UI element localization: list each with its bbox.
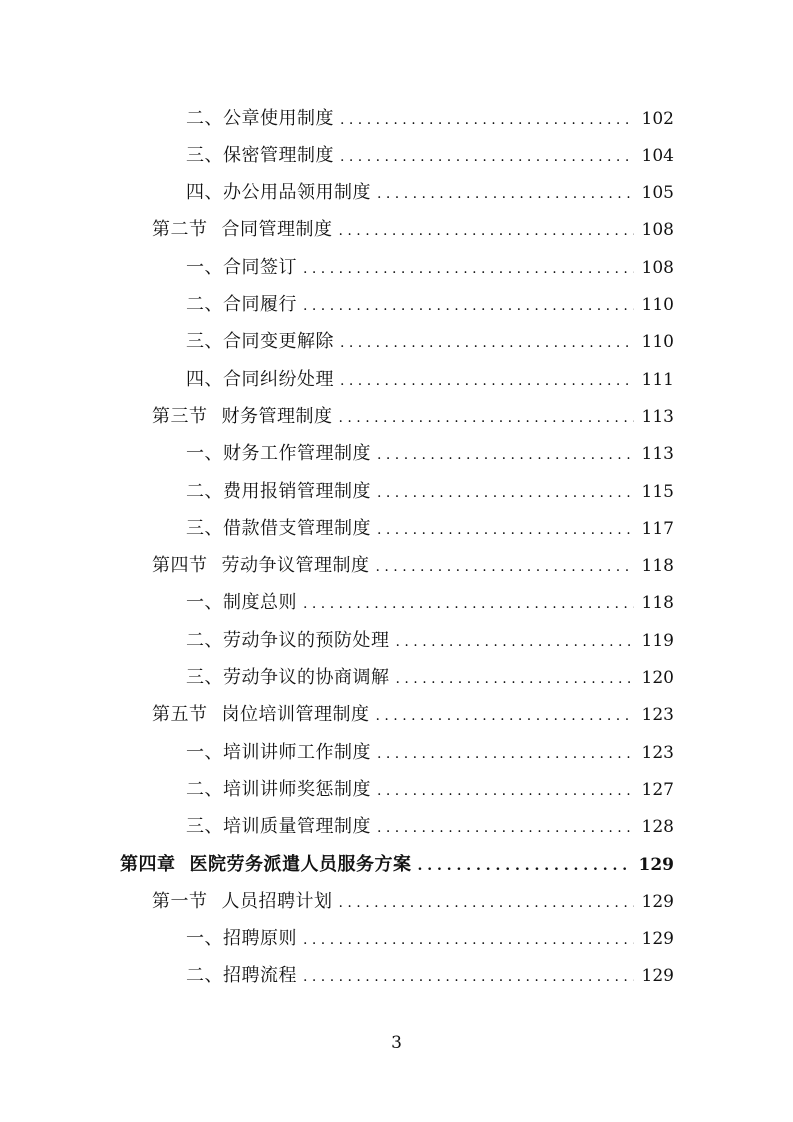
toc-entry-item[interactable]	[186, 287, 674, 324]
toc-entry-page: 104	[641, 145, 674, 166]
toc-entry-item[interactable]	[186, 175, 674, 212]
toc-entry-page: 128	[641, 817, 674, 838]
toc-entry-item[interactable]	[186, 473, 674, 510]
toc-entry-label	[152, 556, 376, 576]
toc-entry-label	[186, 519, 377, 539]
toc-entry-prefix: 四、	[186, 182, 223, 204]
toc-entry-page: 113	[641, 406, 674, 427]
toc-entry-page: 115	[641, 481, 674, 502]
toc-entry-label	[186, 929, 303, 949]
toc-dot-leader	[377, 481, 634, 503]
toc-entry-label	[186, 332, 340, 352]
toc-entry-label	[152, 220, 339, 240]
toc-entry-page: 105	[641, 183, 674, 204]
toc-entry-prefix: 三、	[186, 144, 223, 166]
toc-entry-title: 制度总则	[223, 592, 297, 614]
toc-entry-prefix: 第二节	[152, 219, 208, 241]
toc-dot-leader	[303, 257, 634, 279]
toc-entry-item[interactable]	[186, 809, 674, 846]
toc-entry-prefix: 二、	[186, 965, 223, 987]
toc-entry-title: 劳动争议的预防处理	[223, 629, 390, 651]
toc-entry-page: 117	[641, 518, 674, 539]
toc-entry-title: 财务工作管理制度	[223, 443, 371, 465]
toc-dot-leader	[376, 704, 634, 726]
toc-entry-prefix: 第五节	[152, 704, 208, 726]
toc-entry-section[interactable]	[152, 548, 674, 585]
toc-entry-prefix: 一、	[186, 256, 223, 278]
toc-entry-title: 培训讲师奖惩制度	[223, 778, 371, 800]
toc-entry-prefix: 一、	[186, 443, 223, 465]
toc-entry-title: 岗位培训管理制度	[221, 704, 370, 726]
toc-entry-label	[186, 258, 303, 278]
toc-dot-leader	[339, 406, 634, 428]
toc-entry-label	[152, 407, 339, 427]
toc-entry-prefix: 三、	[186, 331, 223, 353]
toc-entry-item[interactable]	[186, 100, 674, 137]
toc-dot-leader	[396, 667, 634, 689]
toc-entry-title: 合同变更解除	[223, 331, 334, 353]
toc-entry-title: 招聘流程	[223, 965, 297, 987]
toc-entry-page: 118	[641, 593, 674, 614]
toc-entry-label	[186, 482, 377, 502]
toc-entry-title: 培训讲师工作制度	[223, 741, 371, 763]
toc-entry-page: 118	[641, 556, 674, 577]
toc-entry-label	[186, 444, 377, 464]
toc-entry-prefix: 二、	[186, 107, 223, 129]
toc-dot-leader	[339, 219, 634, 241]
toc-entry-item[interactable]	[186, 249, 674, 286]
toc-entry-chapter[interactable]	[120, 846, 674, 883]
toc-entry-item[interactable]	[186, 622, 674, 659]
toc-entry-title: 合同履行	[223, 294, 297, 315]
toc-entry-page: 110	[641, 332, 674, 353]
toc-dot-leader	[376, 555, 634, 577]
toc-entry-item[interactable]	[186, 958, 674, 995]
toc-dot-leader	[339, 891, 634, 913]
toc-entry-item[interactable]	[186, 324, 674, 361]
toc-entry-title: 办公用品领用制度	[223, 182, 371, 204]
toc-entry-title: 招聘原则	[223, 928, 297, 950]
toc-entry-label	[186, 668, 396, 688]
toc-entry-prefix: 第三节	[152, 405, 208, 427]
toc-entry-page: 123	[641, 742, 674, 763]
toc-dot-leader	[396, 630, 634, 652]
toc-entry-title: 费用报销管理制度	[223, 480, 371, 502]
toc-entry-item[interactable]	[186, 361, 674, 398]
toc-entry-prefix: 一、	[186, 928, 223, 950]
toc-entry-label	[186, 966, 303, 986]
toc-entry-label	[186, 146, 340, 166]
toc-entry-label	[186, 109, 340, 129]
toc-entry-item[interactable]	[186, 734, 674, 771]
toc-entry-label	[152, 705, 376, 725]
toc-entry-label	[186, 295, 303, 315]
toc-entry-prefix: 一、	[186, 592, 223, 614]
toc-entry-section[interactable]	[152, 883, 674, 920]
toc-entry-title: 培训质量管理制度	[223, 816, 371, 838]
toc-entry-title: 劳动争议管理制度	[221, 555, 370, 577]
toc-entry-title: 合同签订	[223, 256, 297, 278]
toc-entry-page: 129	[641, 929, 674, 950]
toc-entry-prefix: 二、	[186, 294, 223, 315]
toc-dot-leader	[340, 331, 634, 353]
toc-entry-item[interactable]	[186, 585, 674, 622]
toc-entry-page: 129	[641, 966, 674, 987]
toc-dot-leader	[377, 518, 634, 540]
toc-entry-label	[152, 892, 339, 912]
toc-entry-prefix: 三、	[186, 517, 223, 539]
toc-dot-leader	[340, 108, 634, 130]
toc-entry-section[interactable]	[152, 398, 674, 435]
toc-entry-title: 合同管理制度	[221, 219, 333, 241]
toc-entry-label	[120, 855, 418, 875]
page-number: 3	[391, 1033, 402, 1053]
toc-entry-page: 129	[641, 891, 674, 912]
toc-entry-item[interactable]	[186, 510, 674, 547]
toc-entry-page: 129	[638, 854, 674, 875]
toc-dot-leader	[303, 294, 634, 316]
toc-entry-item[interactable]	[186, 771, 674, 808]
toc-entry-page: 102	[641, 108, 674, 129]
toc-entry-title: 财务管理制度	[221, 405, 333, 427]
toc-dot-leader	[377, 816, 634, 838]
toc-dot-leader	[340, 369, 634, 391]
toc-entry-label	[186, 817, 377, 837]
toc-entry-label	[186, 743, 377, 763]
toc-entry-prefix: 二、	[186, 629, 223, 651]
toc-entry-title: 人员招聘计划	[221, 890, 333, 912]
toc-entry-section[interactable]	[152, 212, 674, 249]
toc-entry-item[interactable]	[186, 921, 674, 958]
toc-entry-prefix: 三、	[186, 667, 223, 688]
toc-entry-prefix: 第四章	[120, 853, 176, 875]
toc-entry-prefix: 二、	[186, 778, 223, 800]
toc-entry-page: 119	[641, 630, 674, 651]
toc-entry-page: 108	[641, 257, 674, 278]
toc-entry-page: 113	[641, 444, 674, 465]
toc-entry-page: 110	[641, 295, 674, 315]
toc-entry-label	[186, 370, 340, 390]
toc-entry-label	[186, 183, 377, 203]
toc-dot-leader	[303, 965, 634, 987]
toc-entry-page: 111	[641, 369, 674, 390]
toc-entry-prefix: 第一节	[152, 890, 208, 912]
toc-dot-leader	[303, 592, 634, 614]
toc-dot-leader	[418, 854, 631, 876]
toc-entry-item[interactable]	[186, 137, 674, 174]
toc-entry-page: 108	[641, 220, 674, 241]
toc-entry-prefix: 二、	[186, 480, 223, 502]
toc-entry-title: 医院劳务派遣人员服务方案	[189, 853, 412, 875]
toc-dot-leader	[377, 182, 634, 204]
toc-entry-label	[186, 593, 303, 613]
toc-entry-label	[186, 631, 396, 651]
toc-entry-title: 保密管理制度	[223, 144, 334, 166]
toc-dot-leader	[377, 779, 634, 801]
toc-entry-prefix: 第四节	[152, 555, 208, 577]
toc-entry-page: 120	[641, 668, 674, 688]
toc-entry-prefix: 四、	[186, 368, 223, 390]
toc-entry-title: 合同纠纷处理	[223, 368, 334, 390]
toc-entry-section[interactable]	[152, 697, 674, 734]
toc-entry-page: 127	[641, 779, 674, 800]
toc-dot-leader	[340, 145, 634, 167]
toc-entry-prefix: 一、	[186, 741, 223, 763]
toc-entry-title: 劳动争议的协商调解	[223, 667, 390, 688]
toc-entry-item[interactable]	[186, 660, 674, 697]
toc-entry-title: 借款借支管理制度	[223, 517, 371, 539]
toc-dot-leader	[303, 928, 634, 950]
toc-entry-prefix: 三、	[186, 816, 223, 838]
toc-entry-title: 公章使用制度	[223, 107, 334, 129]
toc-entry-item[interactable]	[186, 436, 674, 473]
toc-dot-leader	[377, 443, 634, 465]
toc-entry-page: 123	[641, 705, 674, 726]
toc-dot-leader	[377, 742, 634, 764]
toc-entry-label	[186, 780, 377, 800]
